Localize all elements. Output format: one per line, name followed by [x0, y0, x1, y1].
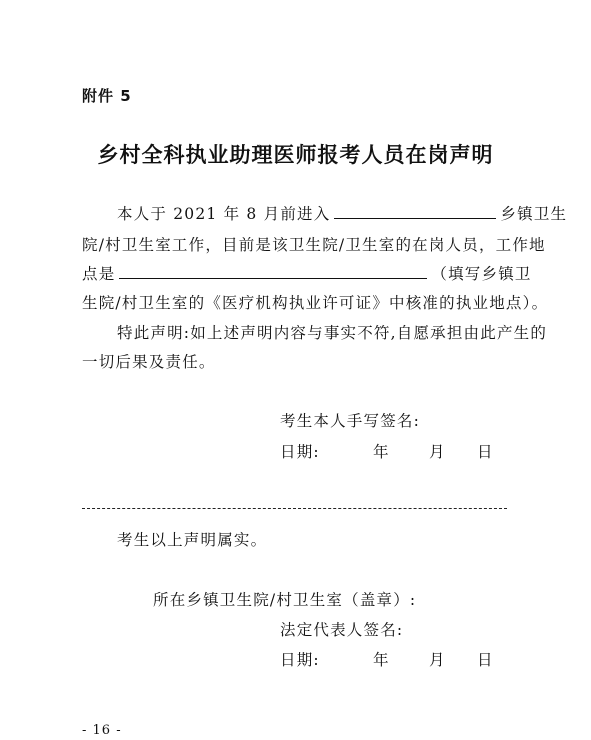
institution-seal-label: 所在乡镇卫生院/村卫生室（盖章）: [153, 591, 417, 609]
practice-location-blank[interactable] [119, 262, 427, 279]
statement-line-3-prefix: 点是 [82, 265, 116, 283]
section-divider [82, 508, 507, 509]
legal-rep-signature-label: 法定代表人签名: [280, 621, 404, 639]
candidate-month-label: 月 [429, 443, 446, 461]
statement-line-1 [117, 202, 567, 224]
declaration-line-1: 特此声明:如上述声明内容与事实不符,自愿承担由此产生的 [117, 324, 548, 342]
statement-line-3 [82, 262, 532, 284]
candidate-year-label: 年 [373, 443, 390, 461]
workplace-blank[interactable] [334, 202, 496, 219]
verification-day-label: 日 [477, 651, 494, 669]
candidate-signature-label: 考生本人手写签名: [280, 412, 421, 430]
candidate-day-label: 日 [477, 443, 494, 461]
statement-line-3-suffix: （填写乡镇卫 [431, 265, 532, 283]
declaration-line-2: 一切后果及责任。 [82, 353, 216, 371]
page-number: - 16 - [82, 723, 122, 738]
verification-year-label: 年 [373, 651, 390, 669]
verification-date-label: 日期: [280, 651, 320, 669]
statement-line-2: 院/村卫生室工作，目前是该卫生院/卫生室的在岗人员，工作地 [82, 236, 546, 254]
statement-line-1-suffix: 乡镇卫生 [500, 205, 568, 223]
verification-month-label: 月 [429, 651, 446, 669]
document-title: 乡村全科执业助理医师报考人员在岗声明 [97, 142, 494, 167]
candidate-date-label: 日期: [280, 443, 320, 461]
attachment-label: 附件 5 [82, 87, 132, 105]
verification-confirm-text: 考生以上声明属实。 [117, 531, 268, 549]
statement-line-1-prefix: 本人于 2021 年 8 月前进入 [117, 205, 331, 223]
statement-line-4: 生院/村卫生室的《医疗机构执业许可证》中核准的执业地点）。 [82, 294, 549, 312]
